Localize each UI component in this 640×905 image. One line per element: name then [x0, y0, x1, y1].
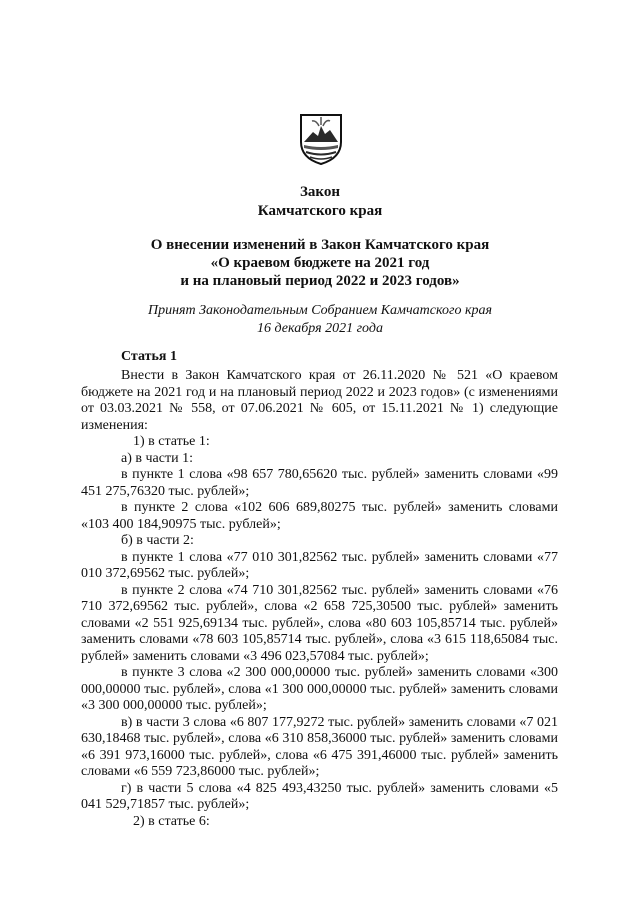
paragraph-part-a: а) в части 1: [121, 450, 193, 466]
law-title-region: Камчатского края [257, 203, 383, 219]
law-title [0, 183, 640, 221]
adopted-by: Принят Законодательным Собранием Камчатского края [147, 303, 493, 318]
paragraph-part-v: в) в части 3 слова «6 807 177,9272 тыс. рублей» заменить словами «7 021 630,18468 тыс. рублей», слова «6 310 858,36000 тыс. рублей» заменить словами «6 391 973,16000 тыс. рублей», слова «6 475 391,46000 тыс. рублей» заменить словами «6 559 723,86000 тыс. рублей»; [81, 714, 558, 779]
law-subject [0, 236, 640, 290]
paragraph-clause: в пункте 3 слова «2 300 000,00000 тыс. рублей» заменить словами «300 000,00000 тыс. рублей», слова «1 300 000,00000 тыс. рублей» заменить словами «3 300 000,00000 тыс. рублей»; [81, 665, 558, 713]
subject-line-1: О внесении изменений в Закон Камчатского края [150, 237, 490, 253]
paragraph-clause: в пункте 1 слова «77 010 301,82562 тыс. рублей» заменить словами «77 010 372,69562 тыс. рублей»; [81, 549, 558, 581]
article-heading: Статья 1 [121, 349, 177, 364]
paragraph-intro: Внести в Закон Камчатского края от 26.11.2020 № 521 «О краевом бюджете на 2021 год и на плановый период 2022 и 2023 годов» (с изменениями от 03.03.2021 № 558, от 07.06.2021 № 605, от 15.11.2021 № 1) следующие изменения: [81, 368, 558, 433]
paragraph-clause: в пункте 2 слова «102 606 689,80275 тыс. рублей» заменить словами «103 400 184,90975 тыс. рублей»; [81, 500, 558, 532]
law-title-line: Закон [299, 184, 340, 200]
paragraph-clause: в пункте 1 слова «98 657 780,65620 тыс. рублей» заменить словами «99 451 275,76320 тыс. рублей»; [81, 467, 558, 499]
subject-line-2: «О краевом бюджете на 2021 год [210, 255, 430, 271]
adopted-date: 16 декабря 2021 года [257, 321, 383, 336]
paragraph-item-2: 2) в статье 6: [133, 813, 210, 829]
subject-line-3: и на плановый период 2022 и 2023 годов» [180, 273, 460, 289]
paragraph-item-1: 1) в статье 1: [133, 434, 210, 449]
adoption-note [0, 302, 640, 338]
paragraph-clause: в пункте 2 слова «74 710 301,82562 тыс. рублей» заменить словами «76 710 372,69562 тыс. рублей», слова «2 658 725,30500 тыс. рублей» заменить словами «2 551 925,69134 тыс. рублей», слова «80 603 105,85714 тыс. рублей» заменить словами «78 603 105,85714 тыс. рублей», слова «3 615 118,65084 тыс. рублей» заменить словами «3 496 023,57084 тыс. рублей»; [81, 582, 558, 664]
coat-of-arms-icon [298, 112, 344, 166]
paragraph-part-g: г) в части 5 слова «4 825 493,43250 тыс. рублей» заменить словами «5 041 529,71857 тыс. рублей»; [81, 780, 558, 812]
paragraph-part-b: б) в части 2: [121, 533, 194, 548]
law-body [81, 348, 558, 830]
